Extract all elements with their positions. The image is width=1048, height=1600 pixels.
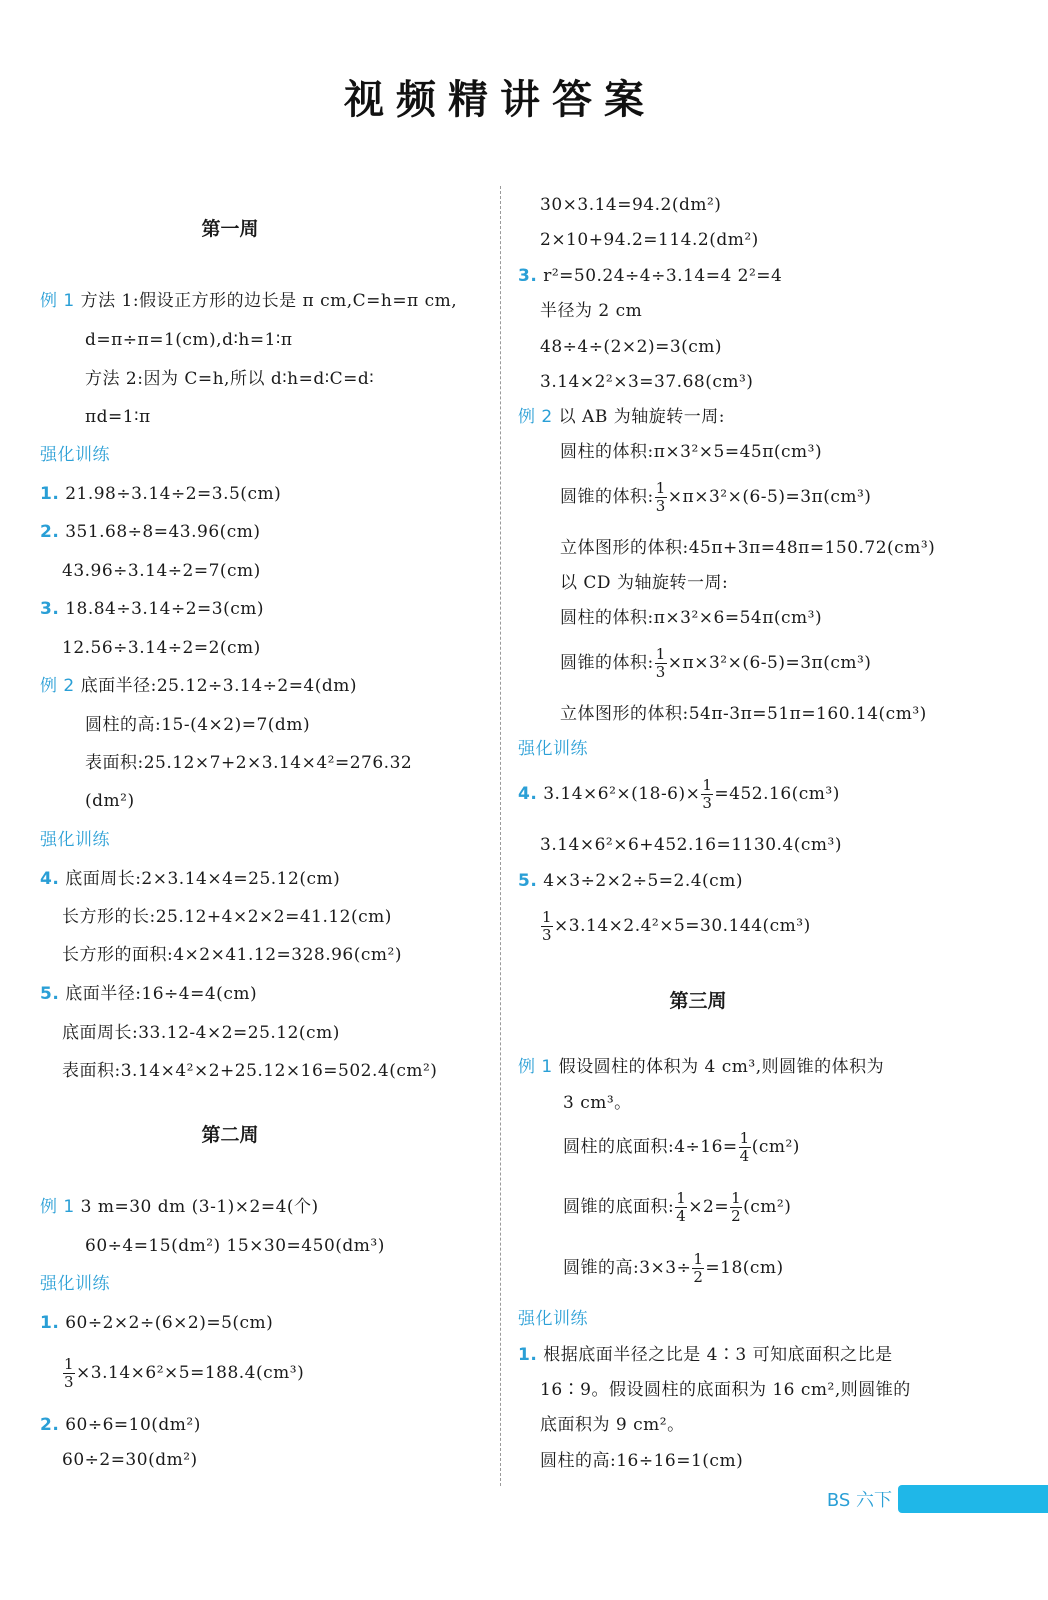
example2-line2: 圆柱的体积:π×3²×5=45π(cm³) (560, 442, 823, 462)
fraction: $\frac{1}{4}$ (739, 1129, 750, 1165)
fraction: $\frac{1}{3}$ (64, 1355, 75, 1391)
example2-line3: 表面积:25.12×7+2×3.14×4²=276.32 (85, 753, 413, 773)
example2-line8: 立体图形的体积:54π-3π=51π=160.14(cm³) (560, 704, 927, 724)
example2-line5: 以 CD 为轴旋转一周: (560, 573, 729, 593)
example2-line6: 圆柱的体积:π×3²×6=54π(cm³) (560, 608, 823, 628)
question-number: 2. (40, 1415, 60, 1435)
week3-example1-line4 (563, 1190, 791, 1225)
question-3 (40, 598, 264, 620)
training-heading: 强化训练 (40, 1274, 110, 1294)
example-label: 例 2 (40, 676, 75, 696)
example2-line7 (560, 646, 871, 681)
question-5-line2 (540, 909, 811, 944)
example2-line4: (dm²) (85, 791, 135, 811)
question-number: 4. (40, 869, 60, 889)
example1-line1 (40, 290, 457, 312)
line-text: 4×3÷2×2÷5=2.4(cm) (543, 871, 743, 891)
week1-heading: 第一周 (201, 218, 259, 240)
question-4-line3: 长方形的面积:4×2×41.12=328.96(cm²) (62, 945, 402, 965)
example-label: 例 1 (518, 1057, 553, 1077)
question-5-line3: 表面积:3.14×4²×2+25.12×16=502.4(cm²) (62, 1061, 438, 1081)
week3-question-1 (518, 1344, 893, 1366)
fraction: $\frac{1}{3}$ (655, 645, 666, 681)
week3-heading: 第三周 (669, 990, 727, 1012)
question-4 (518, 777, 840, 812)
example1-line2: d=π÷π=1(cm),d∶h=1∶π (85, 330, 293, 350)
week3-example1-line2: 3 cm³。 (563, 1093, 632, 1113)
line-text: r²=50.24÷4÷3.14=4 2²=4 (543, 266, 783, 286)
example2-line3 (560, 480, 871, 515)
line-text: ×π×3²×(6-5)=3π(cm³) (667, 487, 872, 507)
question-5 (518, 870, 743, 892)
line-text: 21.98÷3.14÷2=3.5(cm) (65, 484, 282, 504)
question-3-line2: 半径为 2 cm (540, 301, 643, 321)
line-text: =452.16(cm³) (714, 784, 840, 804)
week2-question-2 (40, 1414, 201, 1436)
line-text: ×3.14×6²×5=188.4(cm³) (76, 1363, 305, 1383)
line-text: 假设圆柱的体积为 4 cm³,则圆锥的体积为 (558, 1057, 885, 1077)
question-number: 5. (518, 871, 538, 891)
week3-question-1-line4: 圆柱的高:16÷16=1(cm) (540, 1451, 744, 1471)
line-text: 根据底面半径之比是 4∶3 可知底面积之比是 (543, 1345, 893, 1365)
example-label: 例 1 (40, 1197, 75, 1217)
line-text: 3 m=30 dm (3-1)×2=4(个) (80, 1197, 319, 1217)
line-text: 18.84÷3.14÷2=3(cm) (65, 599, 264, 619)
question-number: 1. (40, 484, 60, 504)
question-3 (518, 265, 782, 287)
line-text: ×3.14×2.4²×5=30.144(cm³) (554, 916, 811, 936)
training-heading: 强化训练 (40, 445, 110, 465)
training-heading: 强化训练 (518, 739, 588, 759)
training-heading: 强化训练 (40, 830, 110, 850)
question-number: 1. (518, 1345, 538, 1365)
week3-question-1-line2: 16∶9。假设圆柱的底面积为 16 cm²,则圆锥的 (540, 1380, 911, 1400)
line-text: 60÷6=10(dm²) (65, 1415, 201, 1435)
line-text: 圆柱的底面积:4÷16= (563, 1137, 738, 1157)
line-text: 圆锥的体积: (560, 487, 654, 507)
line-text: 圆锥的高:3×3÷ (563, 1258, 692, 1278)
line-text: 351.68÷8=43.96(cm) (65, 522, 261, 542)
right-line1: 30×3.14=94.2(dm²) (540, 195, 722, 215)
week2-question-1-line2 (62, 1356, 304, 1391)
question-5 (40, 983, 257, 1005)
question-3-line2: 12.56÷3.14÷2=2(cm) (62, 638, 261, 658)
week2-example1-line1 (40, 1196, 319, 1218)
fraction: $\frac{1}{2}$ (693, 1250, 704, 1286)
week3-example1-line5 (563, 1251, 784, 1286)
question-number: 4. (518, 784, 538, 804)
question-4-line2: 3.14×6²×6+452.16=1130.4(cm³) (540, 835, 842, 855)
week3-example1-line3 (563, 1130, 800, 1165)
example-label: 例 1 (40, 291, 75, 311)
page-title: 视频精讲答案 (344, 77, 656, 123)
line-text: ×2= (688, 1197, 730, 1217)
line-text: (cm²) (743, 1197, 792, 1217)
line-text: 圆锥的底面积: (563, 1197, 675, 1217)
question-number: 5. (40, 984, 60, 1004)
line-text: 以 AB 为轴旋转一周: (558, 407, 725, 427)
week3-question-1-line3: 底面积为 9 cm²。 (540, 1415, 685, 1435)
question-1 (40, 483, 281, 505)
line-text: 底面半径:16÷4=4(cm) (65, 984, 258, 1004)
line-text: (cm²) (751, 1137, 800, 1157)
right-line2: 2×10+94.2=114.2(dm²) (540, 230, 759, 250)
question-number: 3. (40, 599, 60, 619)
question-3-line3: 48÷4÷(2×2)=3(cm) (540, 337, 723, 357)
fraction: $\frac{1}{3}$ (702, 776, 713, 812)
question-number: 2. (40, 522, 60, 542)
week2-heading: 第二周 (201, 1124, 259, 1146)
week3-example1-line1 (518, 1056, 884, 1078)
example2-line4: 立体图形的体积:45π+3π=48π=150.72(cm³) (560, 538, 936, 558)
page-footer (827, 1482, 1048, 1516)
week2-question-2-line2: 60÷2=30(dm²) (62, 1450, 198, 1470)
column-divider (500, 186, 501, 1486)
question-number: 3. (518, 266, 538, 286)
question-5-line2: 底面周长:33.12-4×2=25.12(cm) (62, 1023, 340, 1043)
question-4 (40, 868, 340, 890)
example2-line1 (518, 406, 725, 428)
line-text: 底面半径:25.12÷3.14÷2=4(dm) (80, 676, 358, 696)
week2-example1-line2: 60÷4=15(dm²) 15×30=450(dm³) (85, 1236, 385, 1256)
fraction: $\frac{1}{3}$ (655, 479, 666, 515)
line-text: 3.14×6²×(18-6)× (543, 784, 701, 804)
training-heading: 强化训练 (518, 1309, 588, 1329)
question-2-line2: 43.96÷3.14÷2=7(cm) (62, 561, 261, 581)
example1-line3: 方法 2:因为 C=h,所以 d∶h=d∶C=d∶ (85, 369, 375, 389)
footer-tab (898, 1485, 1048, 1513)
question-2 (40, 521, 261, 543)
example2-line2: 圆柱的高:15-(4×2)=7(dm) (85, 715, 311, 735)
week2-question-1 (40, 1312, 273, 1334)
question-4-line2: 长方形的长:25.12+4×2×2=41.12(cm) (62, 907, 392, 927)
line-text: 底面周长:2×3.14×4=25.12(cm) (65, 869, 341, 889)
line-text: 60÷2×2÷(6×2)=5(cm) (65, 1313, 274, 1333)
question-3-line4: 3.14×2²×3=37.68(cm³) (540, 372, 754, 392)
example-label: 例 2 (518, 407, 553, 427)
fraction: $\frac{1}{3}$ (542, 908, 553, 944)
line-text: =18(cm) (705, 1258, 784, 1278)
fraction: $\frac{1}{2}$ (731, 1189, 742, 1225)
example1-line4: πd=1∶π (85, 407, 151, 427)
question-number: 1. (40, 1313, 60, 1333)
edition-label: BS 六下 (826, 1490, 892, 1511)
fraction: $\frac{1}{4}$ (676, 1189, 687, 1225)
example2-line1 (40, 675, 357, 697)
line-text: 方法 1:假设正方形的边长是 π cm,C=h=π cm, (80, 291, 458, 311)
line-text: ×π×3²×(6-5)=3π(cm³) (667, 653, 872, 673)
line-text: 圆锥的体积: (560, 653, 654, 673)
